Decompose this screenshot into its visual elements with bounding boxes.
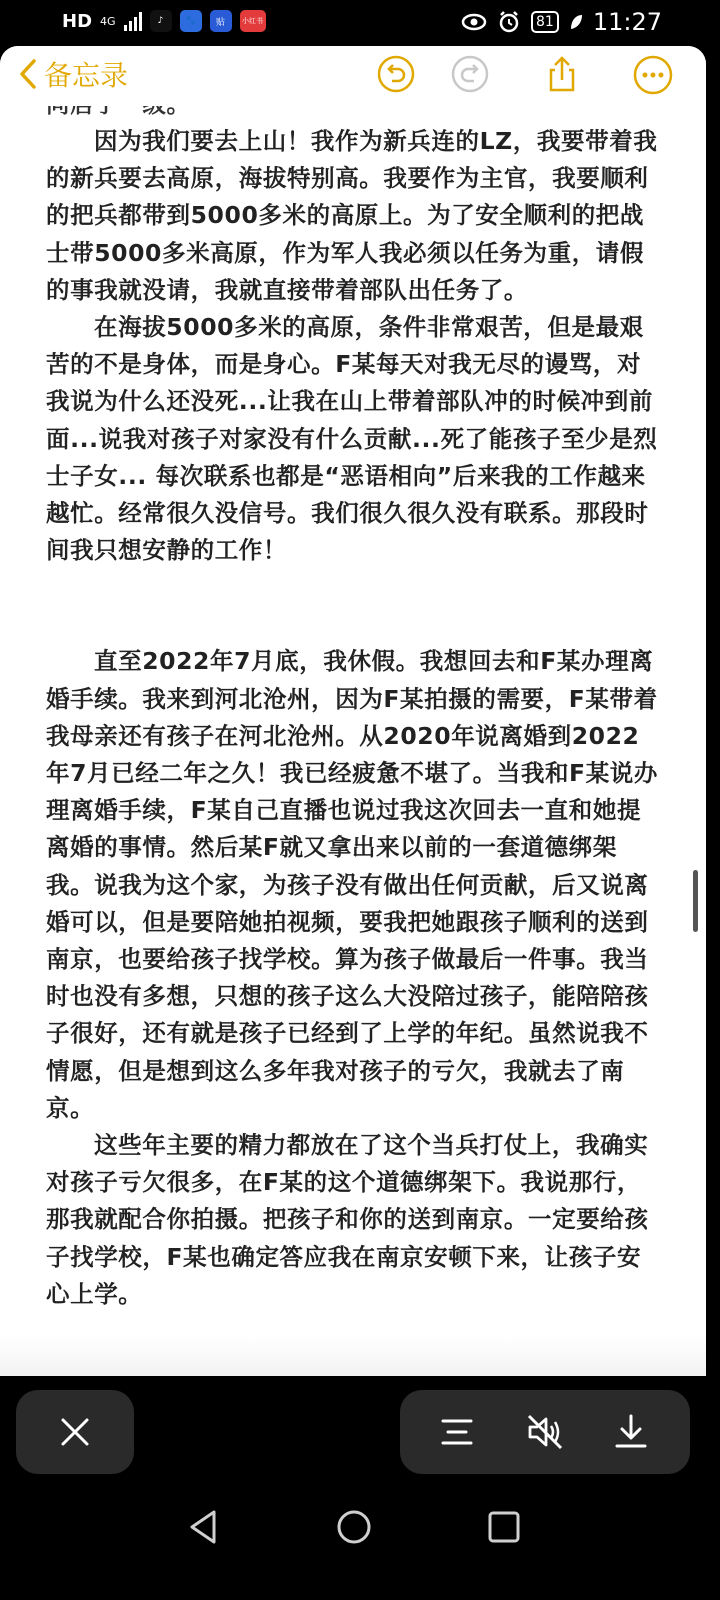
note-paragraph: 在海拔5000多米的高原，条件非常艰苦，但是最艰苦的不是身体，而是身心。F某每天对我无尽的谩骂，对我说为什么还没死...让我在山上带着部队冲的时候冲到前面...说我对孩子对家没有什么贡献...死了能孩子至少是烈士子女... 每次联系也都是“恶语相向”后来我的工作越来越忙。经常很久没信号。我们很久很久没有联系。那段时间我只想安静的工作！ <box>46 313 658 565</box>
download-icon[interactable] <box>610 1411 652 1453</box>
note-paragraph: 因为我们要去上山！我作为新兵连的LZ，我要带着我的新兵要去高原，海拔特别高。我要作为主官，我要顺利的把兵都带到5000多米的高原上。为了安全顺利的把战士带5000多米高原，作为军人我必须以任务为重，请假的事我就没请，我就直接带着部队出任务了。 <box>46 127 658 304</box>
xiaohongshu-icon: 小红书 <box>240 10 266 32</box>
share-icon[interactable] <box>542 54 582 94</box>
status-right <box>461 8 662 36</box>
recents-nav-icon[interactable] <box>484 1507 524 1547</box>
more-icon[interactable] <box>632 54 674 96</box>
leaf-icon <box>569 13 583 31</box>
chevron-left-icon <box>18 58 38 90</box>
tiktok-icon: ♪ <box>150 10 172 32</box>
menu-icon[interactable] <box>436 1411 478 1453</box>
bottom-toolbar-fade <box>0 1336 706 1376</box>
signal-icon <box>124 11 142 31</box>
media-controls <box>400 1390 690 1474</box>
status-left <box>62 10 266 32</box>
scrollbar-thumb[interactable] <box>693 870 698 932</box>
undo-icon[interactable] <box>376 54 416 94</box>
close-icon <box>54 1411 96 1453</box>
home-nav-icon[interactable] <box>334 1507 374 1547</box>
alarm-icon <box>497 10 521 34</box>
eye-comfort-icon <box>461 12 487 32</box>
note-paragraph: 这些年主要的精力都放在了这个当兵打仗上，我确实对孩子亏欠很多，在F某的这个道德绑架下。我说那行，那我就配合你拍摄。把孩子和你的送到南京。一定要给孩子找学校，F某也确定答应我在南京安顿下来，让孩子安心上学。 <box>46 1131 649 1308</box>
note-body[interactable] <box>46 86 662 1313</box>
blank-line <box>46 569 662 643</box>
notes-card <box>0 46 706 1376</box>
status-bar <box>0 0 720 48</box>
back-nav-icon[interactable] <box>184 1507 224 1547</box>
battery-icon: 81 <box>531 11 559 33</box>
mute-icon[interactable] <box>524 1411 566 1453</box>
clock: 11:27 <box>592 8 662 36</box>
note-paragraph: 直至2022年7月底，我休假。我想回去和F某办理离婚手续。我来到河北沧州，因为F某拍摄的需要，F某带着我母亲还有孩子在河北沧州。从2020年说离婚到2022年7月已经二年之久！我已经疲惫不堪了。当我和F某说办理离婚手续，F某自己直播也说过我这次回去一直和她提离婚的事情。然后某F就又拿出来以前的一套道德绑架我。说我为这个家，为孩子没有做出任何贡献，后又说离婚可以，但是要陪她拍视频，要我把她跟孩子顺利的送到南京，也要给孩子找学校。算为孩子做最后一件事。我当时也没有多想，只想的孩子这么大没陪过孩子，能陪陪孩子很好，还有就是孩子已经到了上学的年纪。虽然说我不情愿，但是想到这么多年我对孩子的亏欠，我就去了南京。 <box>46 647 659 1122</box>
app-notification-icon: 贴 <box>210 10 232 32</box>
notes-header <box>0 46 706 106</box>
close-button[interactable] <box>16 1390 134 1474</box>
baidu-icon: 🐾 <box>180 10 202 32</box>
network-type: 4G <box>100 14 116 28</box>
hd-indicator: HD <box>62 10 93 32</box>
redo-icon[interactable] <box>450 54 490 94</box>
back-label: 备忘录 <box>44 59 129 92</box>
back-button[interactable] <box>18 54 128 94</box>
